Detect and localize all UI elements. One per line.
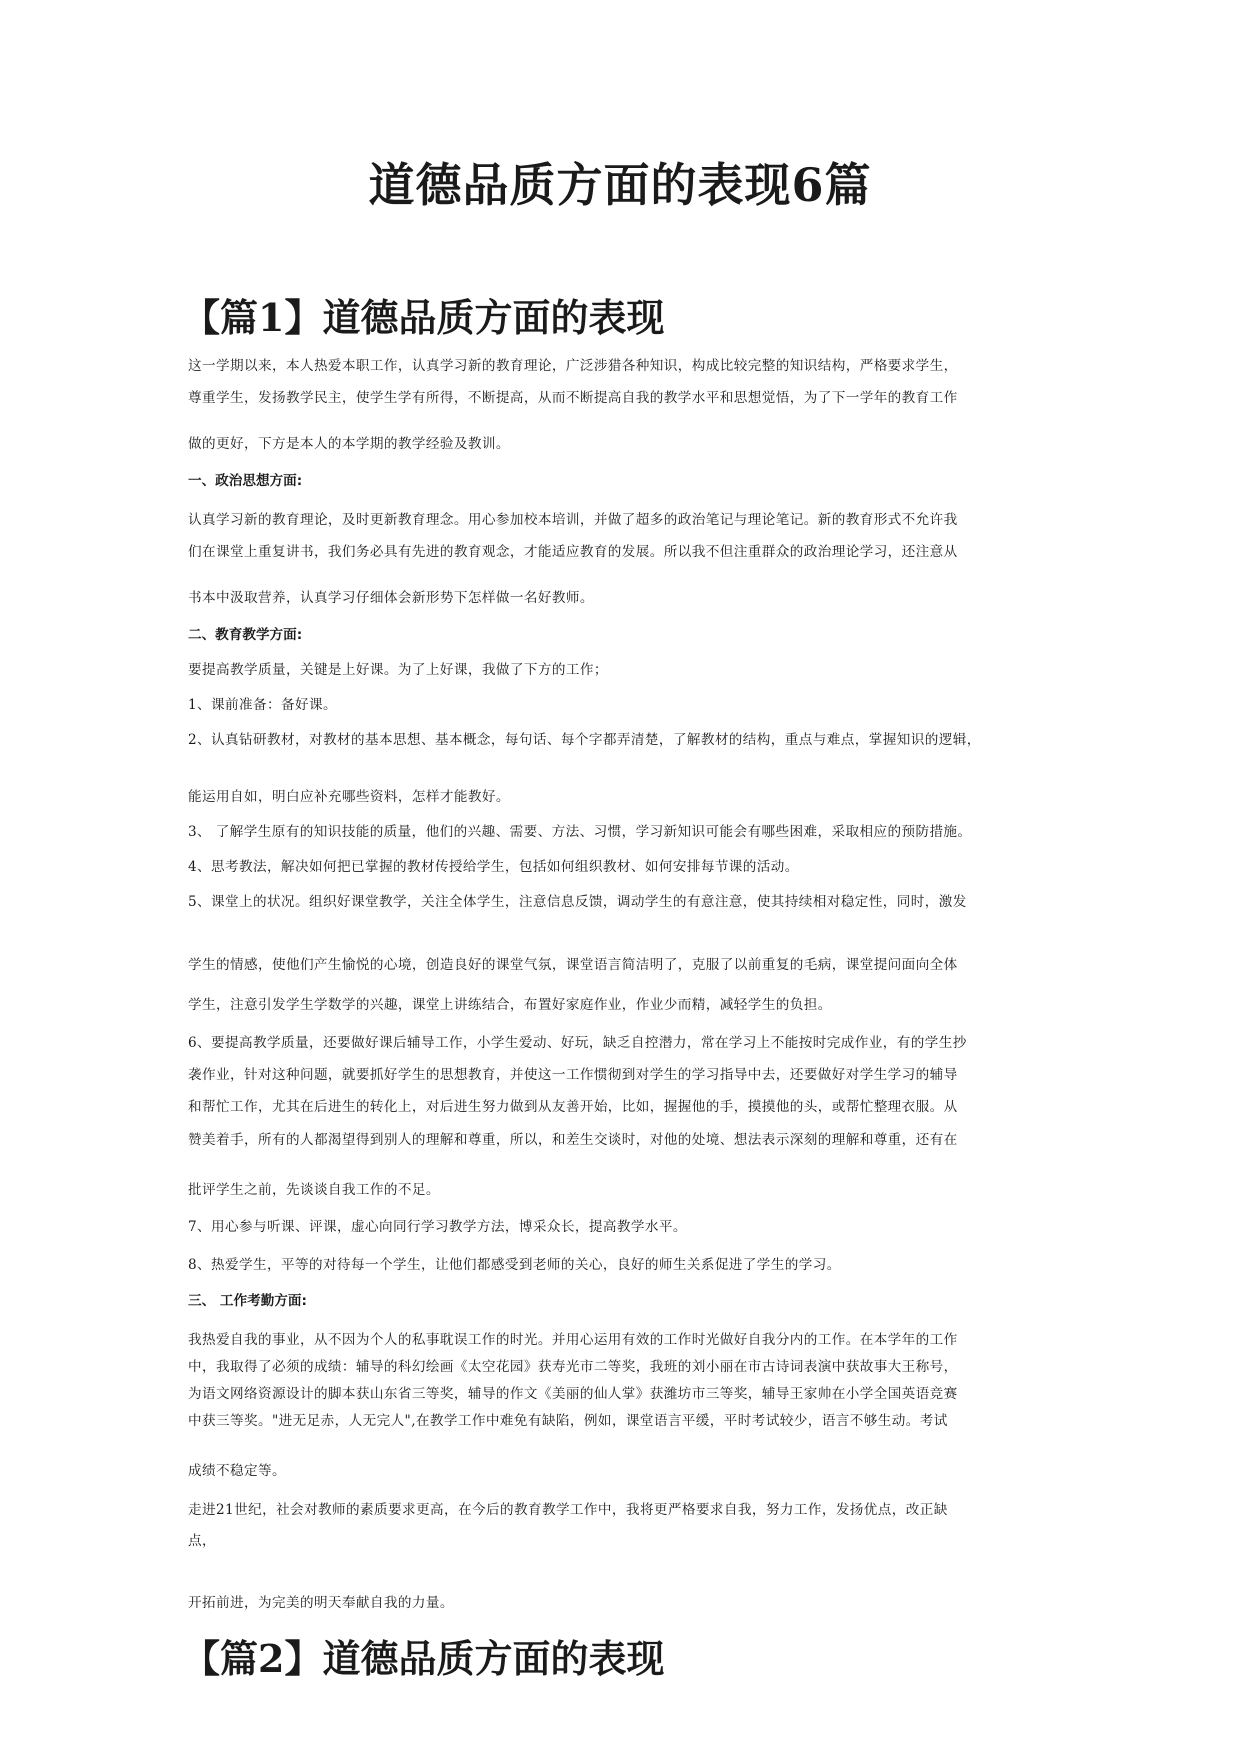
section-1-title: 【篇1】道德品质方面的表现 xyxy=(182,295,665,340)
document-title: 道德品质方面的表现6篇 xyxy=(368,158,872,212)
attendance-line-5: 成绩不稳定等。 xyxy=(188,1463,286,1479)
intro-line-2: 尊重学生，发扬教学民主，使学生学有所得，不断提高，从而不断提高自我的教学水平和思想觉悟，为了下一学年的教育工作 xyxy=(188,390,958,406)
teaching-line-2: 1、课前准备：备好课。 xyxy=(188,697,337,713)
attendance-line-1: 我热爱自我的事业，从不因为个人的私事耽误工作的时光。并用心运用有效的工作时光做好自我分内的工作。在本学年的工作 xyxy=(188,1332,958,1348)
attendance-line-4: 中获三等奖。"进无足赤，人无完人",在教学工作中难免有缺陷，例如，课堂语言平缓，平时考试较少，语言不够生动。考试 xyxy=(188,1413,948,1429)
attendance-line-8: 开拓前进，为完美的明天奉献自我的力量。 xyxy=(188,1595,454,1611)
teaching-line-13: 赞美着手，所有的人都渴望得到别人的理解和尊重，所以，和差生交谈时，对他的处境、想法表示深刻的理解和尊重，还有在 xyxy=(188,1132,958,1148)
teaching-line-9: 学生，注意引发学生学数学的兴趣，课堂上讲练结合，布置好家庭作业，作业少而精，减轻学生的负担。 xyxy=(188,997,832,1013)
intro-line-3: 做的更好，下方是本人的本学期的教学经验及教训。 xyxy=(188,436,510,452)
teaching-line-14: 批评学生之前，先谈谈自我工作的不足。 xyxy=(188,1182,440,1198)
teaching-line-12: 和帮忙工作，尤其在后进生的转化上，对后进生努力做到从友善开始，比如，握握他的手，摸摸他的头，或帮忙整理衣服。从 xyxy=(188,1099,958,1115)
attendance-line-6: 走进21世纪，社会对教师的素质要求更高，在今后的教育教学工作中，我将更严格要求自我，努力工作，发扬优点，改正缺 xyxy=(188,1502,948,1518)
teaching-line-3: 2、认真钻研教材，对教材的基本思想、基本概念，每句话、每个字都弄清楚，了解教材的结构，重点与难点，掌握知识的逻辑， xyxy=(188,732,981,748)
heading-teaching: 二、教育教学方面: xyxy=(188,627,303,643)
politics-line-2: 们在课堂上重复讲书，我们务必具有先进的教育观念，才能适应教育的发展。所以我不但注重群众的政治理论学习，还注意从 xyxy=(188,544,958,560)
heading-politics: 一、政治思想方面: xyxy=(188,473,303,489)
politics-line-1: 认真学习新的教育理论，及时更新教育理念。用心参加校本培训，并做了超多的政治笔记与理论笔记。新的教育形式不允许我 xyxy=(188,512,958,528)
attendance-line-2: 中，我取得了必须的成绩：辅导的科幻绘画《太空花园》获寿光市二等奖，我班的刘小丽在市古诗词表演中获故事大王称号， xyxy=(188,1359,958,1375)
attendance-line-3: 为语文网络资源设计的脚本获山东省三等奖，辅导的作文《美丽的仙人掌》获潍坊市三等奖，辅导王家帅在小学全国英语竞赛 xyxy=(188,1386,958,1402)
attendance-line-7: 点， xyxy=(188,1533,216,1549)
teaching-line-10: 6、要提高教学质量，还要做好课后辅导工作，小学生爱动、好玩，缺乏自控潜力，常在学习上不能按时完成作业，有的学生抄 xyxy=(188,1035,967,1051)
teaching-line-7: 5、课堂上的状况。组织好课堂教学，关注全体学生，注意信息反馈，调动学生的有意注意，使其持续相对稳定性，同时，激发 xyxy=(188,894,967,910)
politics-line-3: 书本中汲取营养，认真学习仔细体会新形势下怎样做一名好教师。 xyxy=(188,590,594,606)
intro-line-1: 这一学期以来，本人热爱本职工作，认真学习新的教育理论，广泛涉猎各种知识，构成比较完整的知识结构，严格要求学生， xyxy=(188,358,958,374)
teaching-line-16: 8、热爱学生，平等的对待每一个学生，让他们都感受到老师的关心，良好的师生关系促进了学生的学习。 xyxy=(188,1257,841,1273)
teaching-line-11: 袭作业，针对这种问题，就要抓好学生的思想教育，并使这一工作惯彻到对学生的学习指导中去，还要做好对学生学习的辅导 xyxy=(188,1067,958,1083)
teaching-line-6: 4、思考教法，解决如何把已掌握的教材传授给学生，包括如何组织教材、如何安排每节课的活动。 xyxy=(188,859,799,875)
teaching-line-5: 3、 了解学生原有的知识技能的质量，他们的兴趣、需要、方法、习惯，学习新知识可能会有哪些困难，采取相应的预防措施。 xyxy=(188,824,972,840)
teaching-line-4: 能运用自如，明白应补充哪些资料，怎样才能教好。 xyxy=(188,789,510,805)
teaching-line-8: 学生的情感，使他们产生愉悦的心境，创造良好的课堂气氛，课堂语言简洁明了，克服了以前重复的毛病，课堂提问面向全体 xyxy=(188,957,958,973)
section-2-title: 【篇2】道德品质方面的表现 xyxy=(182,1636,665,1681)
teaching-line-1: 要提高教学质量，关键是上好课。为了上好课，我做了下方的工作； xyxy=(188,662,608,678)
teaching-line-15: 7、用心参与听课、评课，虚心向同行学习教学方法，博采众长，提高教学水平。 xyxy=(188,1219,687,1235)
heading-attendance: 三、 工作考勤方面: xyxy=(188,1293,307,1309)
